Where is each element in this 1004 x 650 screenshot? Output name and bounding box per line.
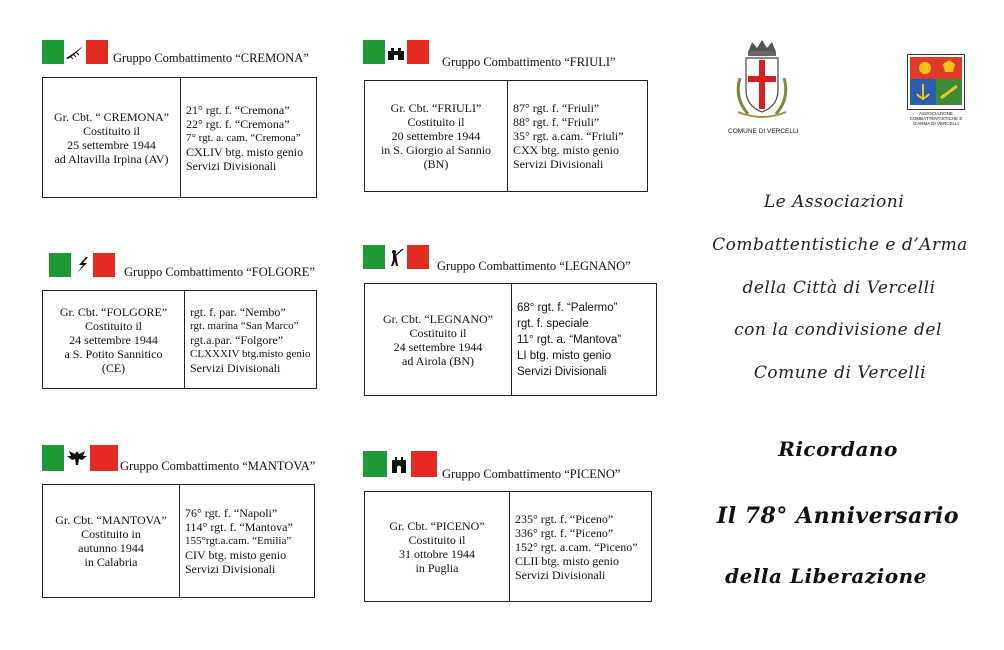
group-title-piceno: Gruppo Combattimento “PICENO” [442, 467, 621, 481]
left-line: Gr. Cbt. “LEGNANO” [383, 311, 493, 326]
unit-line: 35° rgt. a.cam. “Friuli” [513, 129, 624, 143]
group-title-legnano: Gruppo Combattimento “LEGNANO” [437, 259, 631, 273]
group-title-friuli: Gruppo Combattimento “FRIULI” [442, 55, 616, 69]
highlight-ricordano: Ricordano [778, 437, 898, 461]
group-card-folgore [42, 290, 317, 389]
italian-flag-cremona [42, 40, 108, 64]
unit-line: 68° rgt. f. “Palermo” [517, 301, 618, 314]
left-line: Gr. Cbt. “PICENO” [389, 518, 485, 533]
left-line: 31 ottobre 1944 [399, 546, 475, 561]
dedication-line: Combattentistiche e d’Arma [712, 235, 968, 255]
tower-icon [388, 453, 410, 475]
unit-line: 22° rgt. f. “Cremona” [186, 116, 290, 131]
unit-line: Servizi Divisionali [186, 158, 277, 173]
unit-line: 155°rgt.a.cam. “Emilia” [185, 535, 292, 547]
unit-line: 11° rgt. a. “Mantova” [517, 333, 622, 346]
left-line: in Calabria [84, 555, 138, 569]
left-line: Costituito il [84, 318, 142, 333]
left-line: ad Altavilla Irpina (AV) [54, 151, 169, 166]
unit-line: Servizi Divisionali [185, 562, 276, 576]
italian-flag-friuli [363, 40, 429, 64]
left-line: Gr. Cbt. “FRIULI” [390, 101, 482, 115]
group-title-mantova: Gruppo Combattimento “MANTOVA” [120, 459, 316, 473]
left-line: ad Airola (BN) [402, 353, 474, 368]
left-line: Costituito il [82, 123, 140, 138]
unit-line: rgt. f. speciale [517, 317, 589, 330]
left-line: 20 settembre 1944 [391, 129, 481, 143]
dedication-line: con la condivisione del [734, 320, 942, 340]
left-line: a S. Potito Sannitico [64, 346, 163, 361]
left-line: 25 settembre 1944 [67, 137, 156, 152]
group-card-cremona [42, 77, 317, 198]
group-title-cremona: Gruppo Combattimento “CREMONA” [113, 51, 309, 65]
unit-line: CXX btg. misto genio [513, 143, 620, 157]
left-line: Costituito il [408, 532, 466, 547]
left-line: Gr. Cbt. “ CREMONA” [54, 109, 169, 124]
left-line: (CE) [101, 360, 126, 375]
unit-line: 88° rgt. f. “Friuli” [513, 115, 600, 129]
left-line: 24 settembre 1944 [69, 332, 158, 347]
unit-line: 7° rgt. a. cam. “Cremona” [186, 131, 301, 144]
castle-icon [385, 41, 407, 63]
group-card-piceno [364, 491, 652, 602]
italian-flag-piceno [363, 451, 437, 477]
italian-flag-folgore [49, 253, 115, 277]
unit-line: CLII btg. misto genio [515, 553, 619, 568]
unit-line: CIV btg. misto genio [185, 548, 287, 562]
association-caption: ASSOCIAZIONE COMBATTENTISTICHE E D'ARMA DI VERCELLI [909, 111, 963, 126]
unit-line: rgt. marina “San Marco” [190, 319, 299, 332]
left-line: Gr. Cbt. “FOLGORE” [59, 304, 168, 319]
unit-line: rgt.a.par. “Folgore” [190, 332, 284, 347]
unit-line: 21° rgt. f. “Cremona” [186, 102, 290, 117]
unit-line: 336° rgt. f. “Piceno” [515, 525, 614, 540]
left-line: in S. Giorgio al Sannio [380, 143, 492, 157]
unit-line: 152° rgt. a.cam. “Piceno” [515, 539, 638, 554]
left-line: autunno 1944 [78, 541, 144, 555]
italian-flag-legnano [363, 245, 429, 269]
unit-line: 87° rgt. f. “Friuli” [513, 101, 600, 115]
association-emblem-icon [907, 54, 965, 110]
warrior-with-sword-icon [385, 246, 407, 268]
unit-line: CXLIV btg. misto genio [186, 144, 304, 159]
left-line: (BN) [423, 157, 449, 171]
unit-line: Servizi Divisionali [190, 360, 281, 375]
left-line: Costituito in [81, 527, 141, 541]
group-card-mantova [42, 484, 315, 598]
highlight-anniversario: Il 78° Anniversario [716, 503, 960, 529]
unit-line: 235° rgt. f. “Piceno” [515, 511, 614, 526]
crest-caption: COMUNE DI VERCELLI [728, 128, 799, 135]
unit-line: Servizi Divisionali [515, 567, 606, 582]
left-line: Costituito il [409, 325, 467, 340]
feather-plume-icon [64, 41, 86, 63]
eagle-icon [65, 446, 89, 470]
left-line: Gr. Cbt. “MANTOVA” [55, 513, 167, 527]
lightning-bolt-icon [71, 254, 93, 276]
dedication-line: Le Associazioni [763, 192, 905, 212]
unit-line: Servizi Divisionali [513, 157, 604, 171]
left-line: Costituito il [407, 115, 465, 129]
dedication-line: Comune di Vercelli [753, 363, 927, 383]
group-title-folgore: Gruppo Combattimento “FOLGORE” [124, 265, 315, 279]
group-card-friuli [364, 80, 648, 192]
dedication-line: della Città di Vercelli [742, 278, 936, 298]
group-card-legnano [364, 283, 657, 396]
unit-line: LI btg. misto genio [517, 349, 611, 362]
left-line: 24 settembre 1944 [393, 339, 483, 354]
unit-line: CLXXXIV btg.misto genio [190, 347, 311, 360]
highlight-liberazione: della Liberazione [725, 564, 927, 588]
unit-line: 114° rgt. f. “Mantova” [185, 520, 293, 534]
unit-line: 76° rgt. f. “Napoli” [185, 506, 278, 520]
unit-line: Servizi Divisionali [517, 365, 607, 378]
left-line: in Puglia [415, 560, 459, 575]
unit-line: rgt. f. par. “Nembo” [190, 304, 286, 319]
italian-flag-mantova [42, 445, 118, 471]
vercelli-coat-of-arms-icon [726, 38, 798, 126]
